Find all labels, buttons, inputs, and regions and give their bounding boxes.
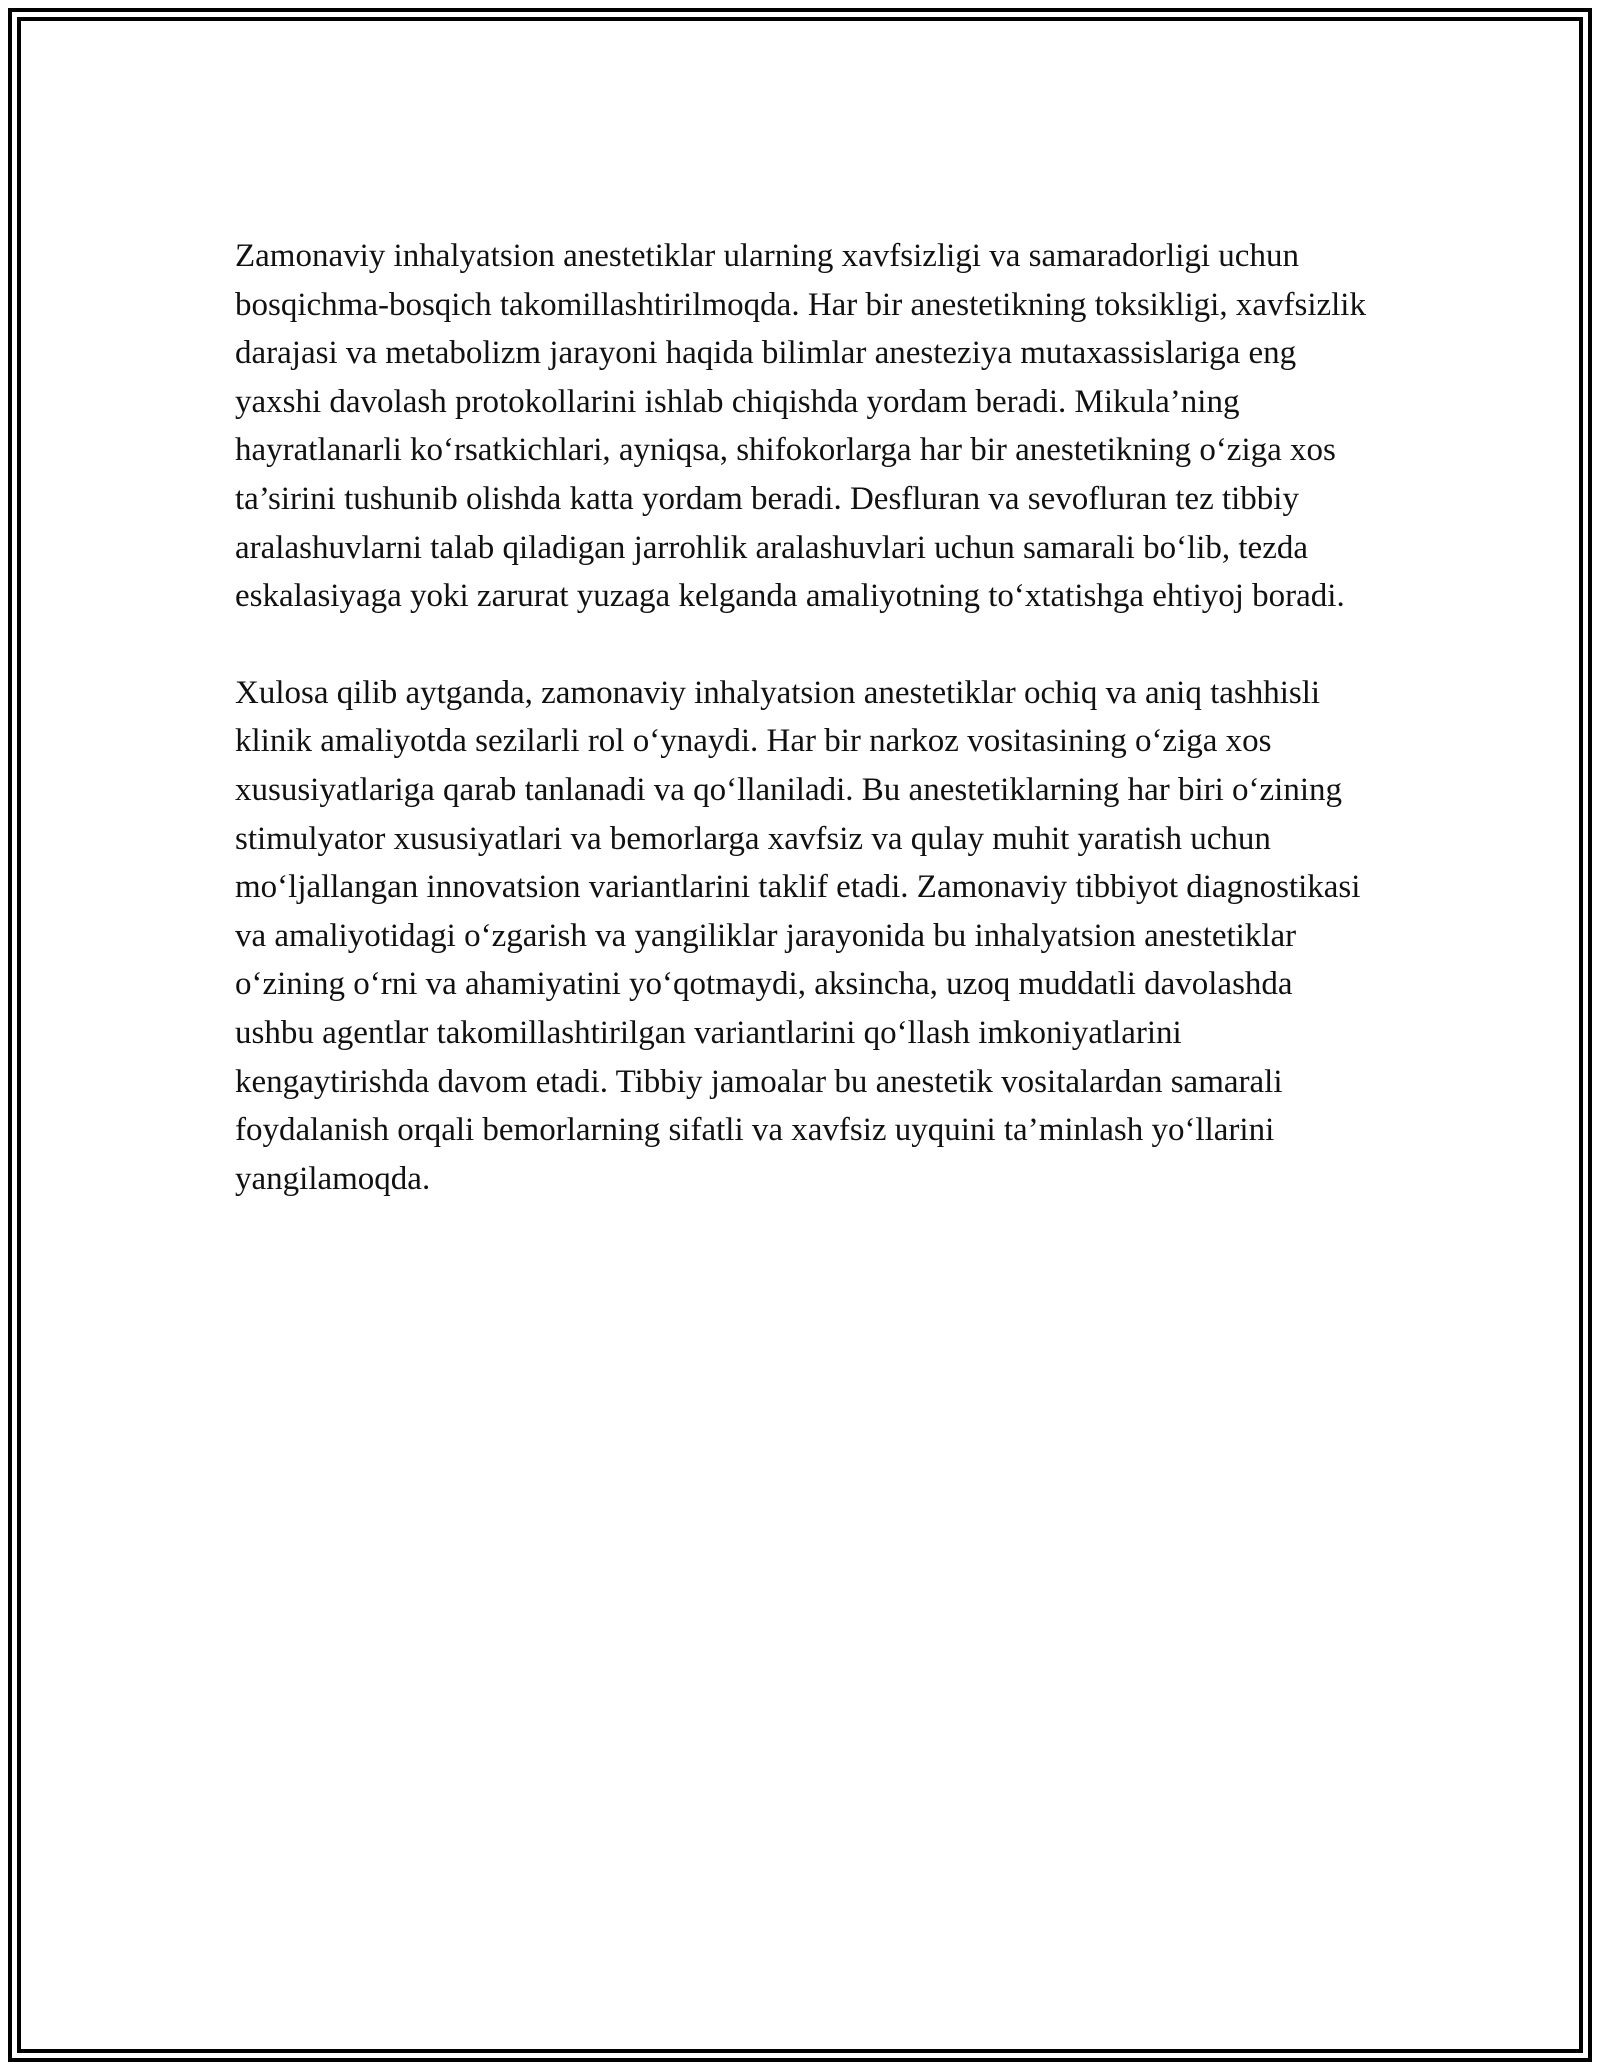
- paragraph-2: Xulosa qilib aytganda, zamonaviy inhalyatsion anestetiklar ochiq va aniq tashhisli klinik amaliyotda sezilarli rol o‘ynaydi. Har bir narkoz vositasining o‘ziga xos xususiyatlariga qarab tanlanadi va qo‘llaniladi. Bu anestetiklarning har biri o‘zining stimulyator xususiyatlari va bemorlarga xavfsiz va qulay muhit yaratish uchun mo‘ljallangan innovatsion variantlarini taklif etadi. Zamonaviy tibbiyot diagnostikasi va amaliyotidagi o‘zgarish va yangiliklar jarayonida bu inhalyatsion anestetiklar o‘zining o‘rni va ahamiyatini yo‘qotmaydi, aksincha, uzoq muddatli davolashda ushbu agentlar takomillashtirilgan variantlarini qo‘llash imkoniyatlarini kengaytirishda davom etadi. Tibbiy jamoalar bu anestetik vositalardan samarali foydalanish orqali bemorlarning sifatli va xavfsiz uyquini ta’minlash yo‘llarini yangilamoqda.: [235, 674, 1361, 1197]
- document-body: [235, 232, 1375, 1203]
- paragraph-1: Zamonaviy inhalyatsion anestetiklar ularning xavfsizligi va samaradorligi uchun bosqichma-bosqich takomillashtirilmoqda. Har bir anestetikning toksikligi, xavfsizlik darajasi va metabolizm jarayoni haqida bilimlar anesteziya mutaxassislariga eng yaxshi davolash protokollarini ishlab chiqishda yordam beradi. Mikula’ning hayratlanarli ko‘rsatkichlari, ayniqsa, shifokorlarga har bir anestetikning o‘ziga xos ta’sirini tushunib olishda katta yordam beradi. Desfluran va sevofluran tez tibbiy aralashuvlarni talab qiladigan jarrohlik aralashuvlari uchun samarali bo‘lib, tezda eskalasiyaga yoki zarurat yuzaga kelganda amaliyotning to‘xtatishga ehtiyoj boradi.: [235, 238, 1366, 615]
